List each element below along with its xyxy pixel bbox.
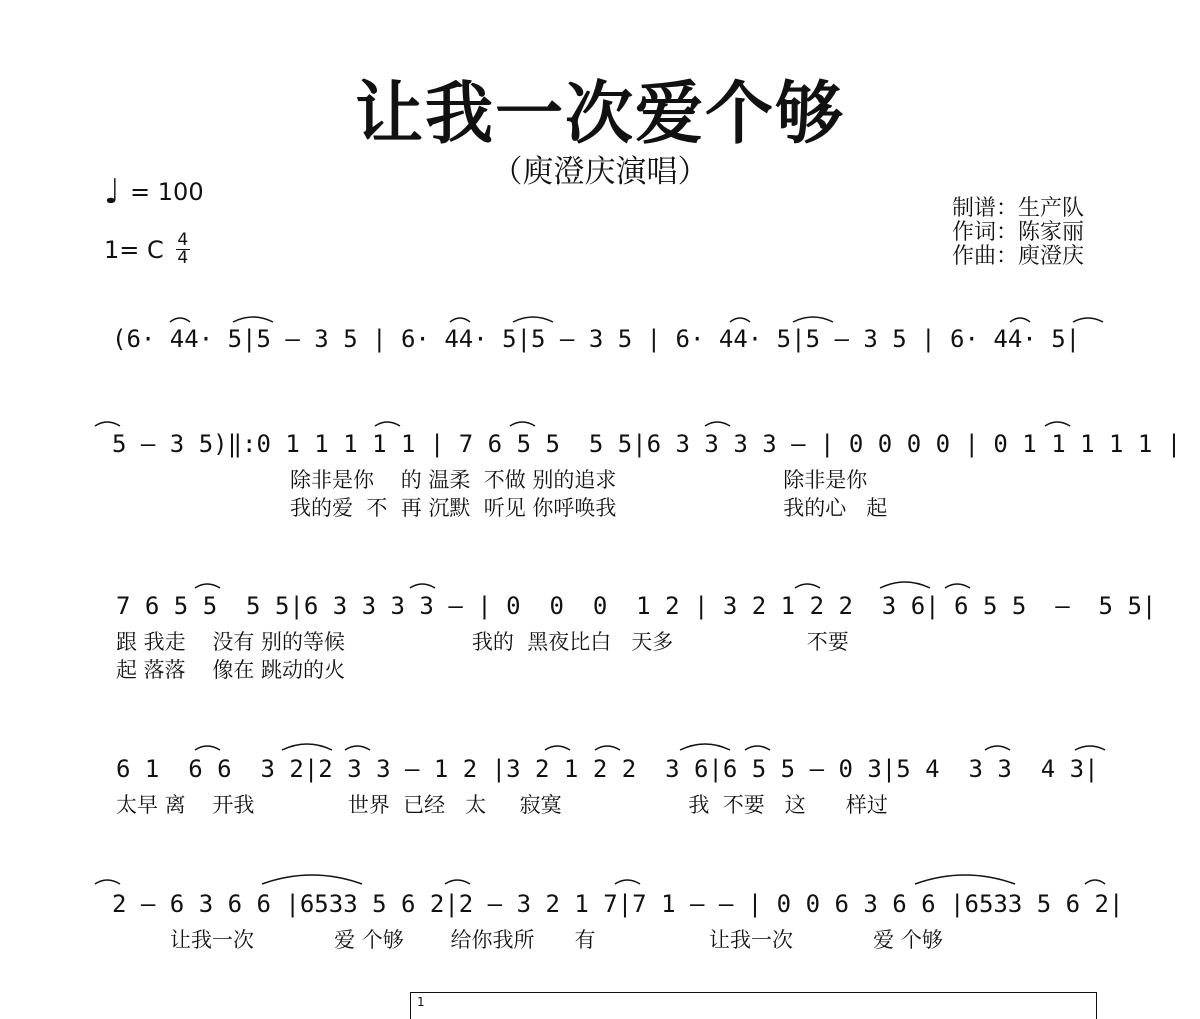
lyric-line-1: 跟 我走 没有 别的等候 我的 黑夜比白 天多 不要 bbox=[116, 630, 849, 654]
tempo-value: = 100 bbox=[130, 178, 204, 206]
credit-arranger: 制谱：生产队 bbox=[952, 196, 1085, 221]
time-top: 4 bbox=[177, 230, 189, 250]
quarter-note-icon: ♩ bbox=[104, 172, 121, 212]
notation-line: 5 — 3 5)‖:0 1 1 1 1 1 | 7 6 5 5 5 5|6 3 3 3 3 — | 0 0 0 0 | 0 1 1 1 1 1 | bbox=[112, 430, 1182, 458]
volta-number: 1 bbox=[417, 995, 425, 1009]
notation-line: (6· 44· 5|5 — 3 5 | 6· 44· 5|5 — 3 5 | 6· 44· 5|5 — 3 5 | 6· 44· 5| bbox=[112, 325, 1081, 353]
key-text: 1= C bbox=[104, 235, 164, 264]
volta-bracket bbox=[410, 992, 1097, 1019]
notation-line: 7 6 5 5 5 5|6 3 3 3 3 — | 0 0 0 1 2 | 3 2 1 2 2 3 6| 6 5 5 — 5 5| bbox=[116, 592, 1157, 620]
credit-composer: 作曲：庾澄庆 bbox=[952, 244, 1085, 269]
lyric-line-2: 我的爱 不 再 沉默 听见 你呼唤我 我的心 起 bbox=[290, 496, 888, 520]
song-title: 让我一次爱个够 bbox=[354, 75, 845, 154]
lyric-line-1: 让我一次 爱 个够 给你我所 有 让我一次 爱 个够 bbox=[170, 928, 943, 952]
credit-lyricist: 作词：陈家丽 bbox=[952, 220, 1085, 245]
lyric-line-1: 除非是你 的 温柔 不做 别的追求 除非是你 bbox=[290, 468, 868, 492]
lyric-line-2: 起 落落 像在 跳动的火 bbox=[116, 658, 346, 682]
lyric-line-1: 太早 离 开我 世界 已经 太 寂寞 我 不要 这 样过 bbox=[116, 793, 888, 817]
notation-line: 2 — 6 3 6 6 |6533 5 6 2|2 — 3 2 1 7|7 1 — — | 0 0 6 3 6 6 |6533 5 6 2| bbox=[112, 890, 1124, 918]
notation-line: 6 1 6 6 3 2|2 3 3 — 1 2 |3 2 1 2 2 3 6|6 5 5 — 0 3|5 4 3 3 4 3| bbox=[116, 755, 1099, 783]
time-bottom: 4 bbox=[177, 248, 189, 268]
song-subtitle: （庾澄庆演唱） bbox=[491, 154, 709, 190]
